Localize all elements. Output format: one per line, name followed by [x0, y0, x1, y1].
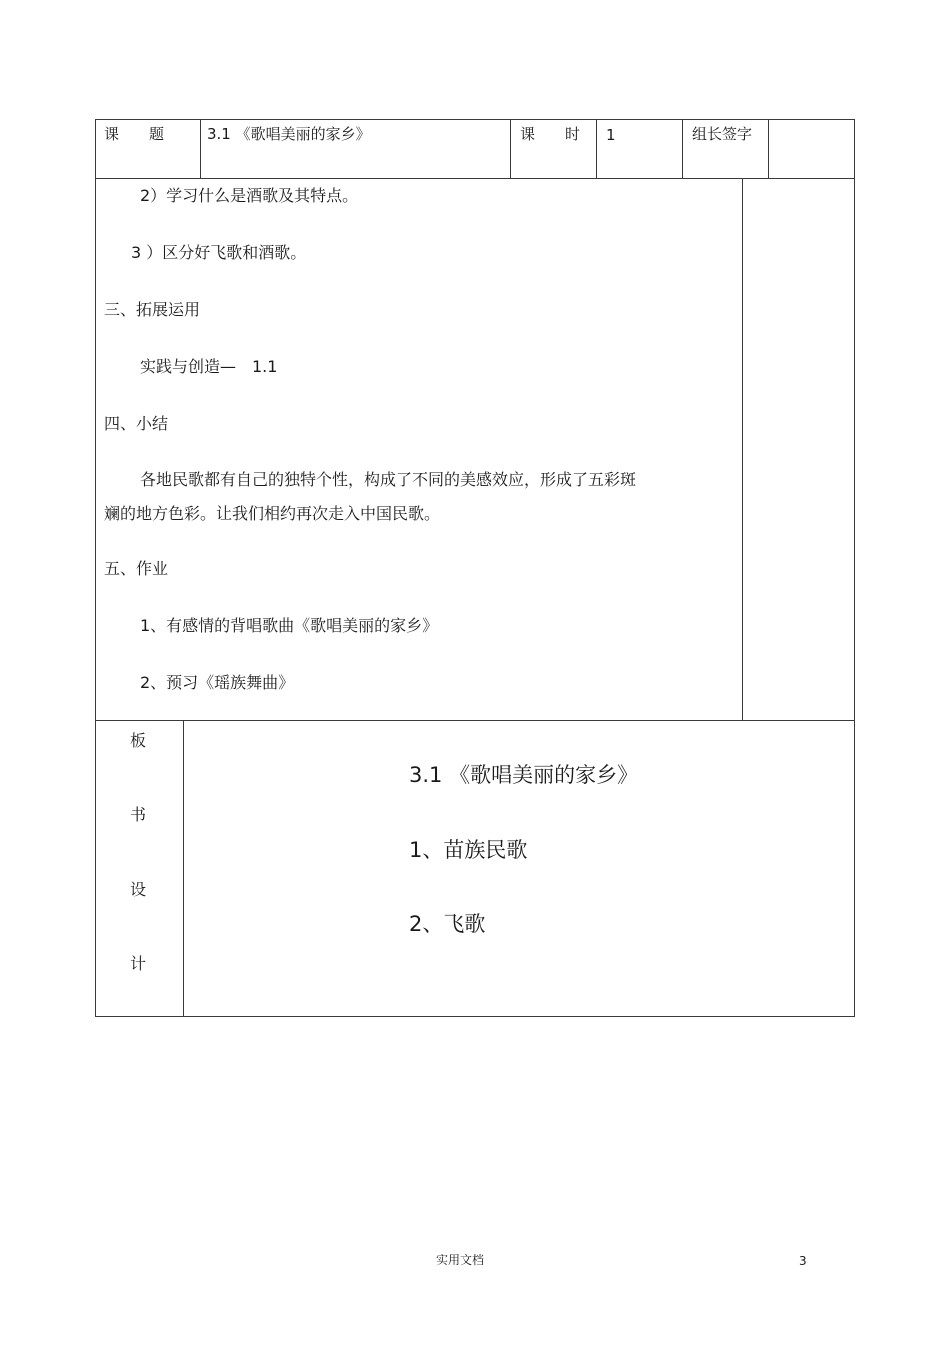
table-border-left [95, 119, 96, 1017]
board-title: 3.1 《歌唱美丽的家乡》 [409, 763, 639, 787]
content-row-divider [95, 720, 855, 721]
table-border-right [854, 119, 855, 1017]
header-col-divider-5 [768, 119, 769, 179]
footer-doc-label: 实用文档 [436, 1253, 485, 1267]
topic-label: 课 题 [104, 125, 165, 143]
table-border-bottom [95, 1016, 855, 1017]
board-col-divider [183, 720, 184, 1017]
practice-line: 实践与创造— 1.1 [140, 357, 278, 376]
board-label-char-4: 计 [130, 954, 147, 973]
board-label-char-1: 板 [130, 731, 147, 750]
signature-label: 组长签字 [692, 125, 753, 143]
summary-line-2: 斓的地方色彩。让我们相约再次走入中国民歌。 [104, 504, 441, 523]
board-point-1: 1、苗族民歌 [409, 838, 528, 862]
board-point-2: 2、飞歌 [409, 912, 486, 936]
board-label-char-2: 书 [130, 805, 147, 824]
summary-line-1: 各地民歌都有自己的独特个性，构成了不同的美感效应，形成了五彩斑 [140, 470, 637, 489]
homework-item-2: 2、预习《瑶族舞曲》 [140, 673, 295, 692]
topic-value: 3.1 《歌唱美丽的家乡》 [207, 125, 371, 143]
section-heading-homework: 五、作业 [104, 559, 169, 578]
header-col-divider-1 [200, 119, 201, 179]
content-col-divider [742, 178, 743, 721]
board-label-char-3: 设 [130, 880, 147, 899]
header-row-divider [95, 178, 855, 179]
content-item-2: 2）学习什么是酒歌及其特点。 [140, 186, 359, 205]
header-col-divider-4 [682, 119, 683, 179]
period-label: 课 时 [520, 125, 581, 143]
page-number: 3 [799, 1254, 807, 1268]
section-heading-extension: 三、拓展运用 [104, 300, 201, 319]
header-col-divider-3 [596, 119, 597, 179]
table-border-top [95, 119, 855, 120]
section-heading-summary: 四、小结 [104, 414, 169, 433]
period-value: 1 [606, 126, 616, 144]
content-item-3: 3 ）区分好飞歌和酒歌。 [131, 243, 307, 262]
homework-item-1: 1、有感情的背唱歌曲《歌唱美丽的家乡》 [140, 616, 439, 635]
header-col-divider-2 [510, 119, 511, 179]
